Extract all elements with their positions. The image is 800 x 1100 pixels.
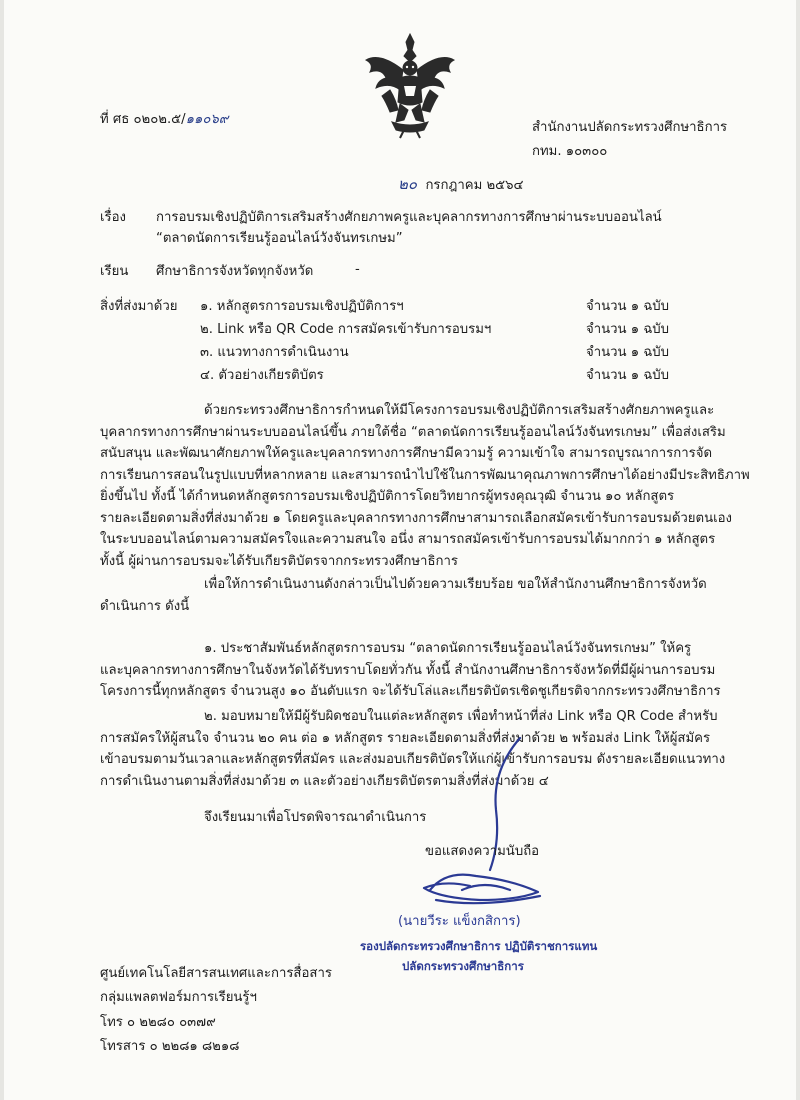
subject-line-1: การอบรมเชิงปฏิบัติการเสริมสร้างศักยภาพครูและบุคลากรทางการศึกษาผ่านระบบออนไลน์ [156,210,662,225]
enclosure-text: ๑. หลักสูตรการอบรมเชิงปฏิบัติการฯ [200,299,404,314]
handwritten-signature [400,730,560,920]
enclosure-count: จำนวน ๑ ฉบับ [586,368,670,383]
enclosure-count: จำนวน ๑ ฉบับ [586,299,670,314]
reference-number [100,110,228,130]
paragraph-line: การสมัครให้ผู้สนใจ จำนวน ๒๐ คน ต่อ ๑ หลักสูตร รายละเอียดตามสิ่งที่ส่งมาด้วย ๒ พร้อมส่ง Link ให้ผู้สมัคร [100,730,711,746]
enclosure-row [100,342,700,364]
recipient-label: เรียน [100,264,129,279]
enclosure-row [100,319,700,341]
paragraph-line: ทั้งนี้ ผู้ผ่านการอบรมจะได้รับเกียรติบัตรจากกระทรวงศึกษาธิการ [100,553,458,569]
date-day-handwritten: ๒๐ [398,175,418,193]
reference-prefix: ที่ ศธ ๐๒๐๒.๕/ [100,112,186,127]
paragraph-line: การดำเนินงานตามสิ่งที่ส่งมาด้วย ๓ และตัวอย่างเกียรติบัตรตามสิ่งที่ส่งมาด้วย ๔ [100,773,549,789]
body-paragraph-1 [100,400,750,572]
footer-fax: โทรสาร ๐ ๒๒๘๑ ๘๒๑๘ [100,1039,240,1054]
recipient-text: ศึกษาธิการจังหวัดทุกจังหวัด [156,264,314,279]
paragraph-line: ด้วยกระทรวงศึกษาธิการกำหนดให้มีโครงการอบรมเชิงปฏิบัติการเสริมสร้างศักยภาพครูและ [204,403,715,418]
scan-edge-right [796,0,800,1100]
subject-line-2: “ตลาดนัดการเรียนรู้ออนไลน์วังจันทรเกษม” [156,231,403,246]
enclosure-row [100,365,700,387]
paragraph-line: และบุคลากรทางการศึกษาในจังหวัดได้รับทราบโดยทั่วกัน ทั้งนี้ สำนักงานศึกษาธิการจังหวัดที่มีผู้ผ่านการอบรม [100,662,716,678]
scan-edge-left [0,0,4,1100]
enclosures-label: สิ่งที่ส่งมาด้วย [100,299,178,314]
signatory-name: (นายวีระ แข็งกสิการ) [398,914,521,929]
paragraph-line: ยิ่งขึ้นไป ทั้งนี้ ได้กำหนดหลักสูตรการอบรมเชิงปฏิบัติการโดยวิทยากรผู้ทรงคุณวุฒิ จำนวน ๑๐ หลักสูตร [100,489,675,504]
letter-date [398,174,523,196]
paragraph-line: ๑. ประชาสัมพันธ์หลักสูตรการอบรม “ตลาดนัดการเรียนรู้ออนไลน์วังจันทรเกษม” ให้ครู [204,641,692,656]
footer-department: ศูนย์เทคโนโลยีสารสนเทศและการสื่อสาร [100,966,332,981]
reference-number-handwritten: ๑๑๐๖๙ [185,112,229,127]
paragraph-line: ในระบบออนไลน์ตามความสมัครใจและความสนใจ อนึ่ง สามารถสมัครเข้ารับการอบรมได้มากกว่า ๑ หลักสูตร [100,532,716,547]
signatory-position-2: ปลัดกระทรวงศึกษาธิการ [402,959,524,973]
paragraph-line: รายละเอียดตามสิ่งที่ส่งมาด้วย ๑ โดยครูและบุคลากรทางการศึกษาสามารถเลือกสมัครเข้ารับการอบรมด้วยตนเอง [100,510,732,526]
enclosure-text: ๓. แนวทางการดำเนินงาน [200,345,349,360]
enclosure-text: ๔. ตัวอย่างเกียรติบัตร [200,368,324,383]
office-name: สำนักงานปลัดกระทรวงศึกษาธิการ [532,120,728,135]
date-month-year: กรกฎาคม ๒๕๖๔ [425,178,524,193]
signature-salutation: ขอแสดงความนับถือ [425,844,540,859]
enclosure-count: จำนวน ๑ ฉบับ [586,345,670,360]
paragraph-line: การเรียนการสอนในรูปแบบที่หลากหลาย และสามารถนำไปใช้ในการพัฒนาคุณภาพการศึกษาได้อย่างมีประสิทธิภาพ [100,467,750,483]
garuda-emblem-icon [360,30,460,140]
paragraph-line: เข้าอบรมตามวันเวลาและหลักสูตรที่สมัคร และส่งมอบเกียรติบัตรให้แก่ผู้เข้ารับการอบรม ดังรายละเอียดแนวทาง [100,752,726,767]
subject-label: เรื่อง [100,210,126,225]
enclosure-count: จำนวน ๑ ฉบับ [586,322,670,337]
paragraph-line: ๒. มอบหมายให้มีผู้รับผิดชอบในแต่ละหลักสูตร เพื่อทำหน้าที่ส่ง Link หรือ QR Code สำหรับ [204,709,718,724]
body-paragraph-2 [100,574,707,617]
enclosure-row [100,296,700,318]
paragraph-line: ดำเนินการ ดังนี้ [100,598,190,614]
closing-line: จึงเรียนมาเพื่อโปรดพิจารณาดำเนินการ [204,810,427,825]
footer-group: กลุ่มแพลตฟอร์มการเรียนรู้ฯ [100,990,257,1005]
paragraph-line: โครงการนี้ทุกหลักสูตร จำนวนสูง ๑๐ อันดับแรก จะได้รับโล่และเกียรติบัตรเชิดชูเกียรติจากกระทรวงศึกษาธิการ [100,684,721,699]
footer-telephone: โทร ๐ ๒๒๘๐ ๐๓๗๙ [100,1015,216,1030]
action-item-1 [100,638,721,703]
enclosure-text: ๒. Link หรือ QR Code การสมัครเข้ารับการอบรมฯ [200,322,492,337]
paragraph-line: เพื่อให้การดำเนินงานดังกล่าวเป็นไปด้วยความเรียบร้อย ขอให้สำนักงานศึกษาธิการจังหวัด [204,577,707,592]
recipient-dash: - [355,262,360,277]
paragraph-line: บุคลากรทางการศึกษาผ่านระบบออนไลน์ขึ้น ภายใต้ชื่อ “ตลาดนัดการเรียนรู้ออนไลน์วังจันทรเกษม” เพื่อส่งเสริม [100,424,726,440]
office-postal: กทม. ๑๐๓๐๐ [532,144,608,159]
signatory-position-1: รองปลัดกระทรวงศึกษาธิการ ปฏิบัติราชการแทน [360,939,598,953]
paragraph-line: สนับสนุน และพัฒนาศักยภาพให้ครูและบุคลากรทางการศึกษามีความรู้ ความเข้าใจ สามารถบูรณาการการจัด [100,446,713,461]
